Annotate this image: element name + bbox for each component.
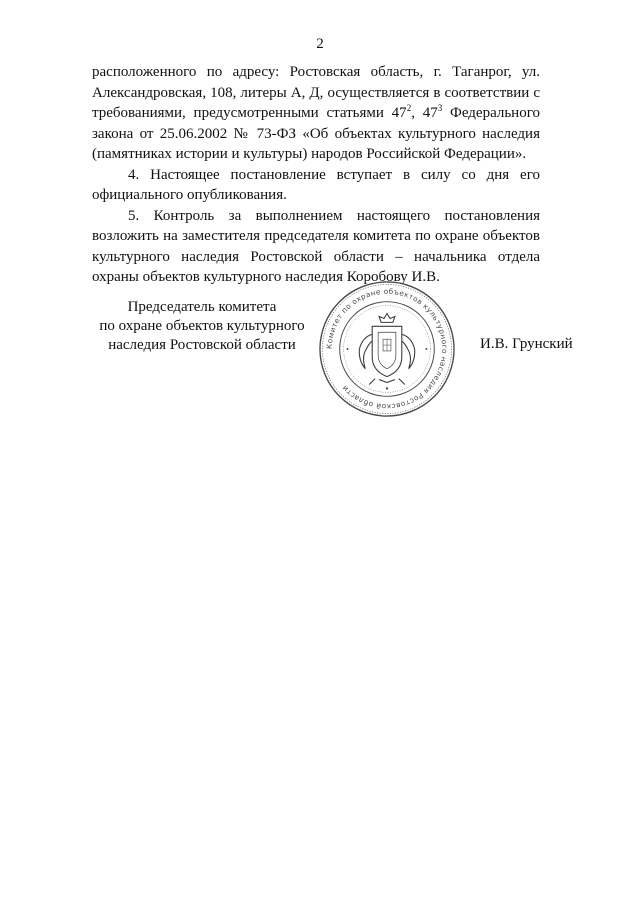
- document-body: [92, 62, 540, 288]
- seal-circular-text: Комитет по охране объектов культурного наследия Ростовской области: [324, 286, 450, 412]
- signer-title-line-1: Председатель комитета: [127, 299, 277, 315]
- article-superscript-1: 2: [406, 103, 412, 113]
- signer-title-line-3: наследия Ростовской области: [108, 337, 296, 353]
- article-superscript-2: 3: [437, 103, 443, 113]
- page-number: 2: [316, 36, 324, 52]
- paragraph-location: [92, 62, 540, 165]
- signer-name: И.В. Грунский: [480, 336, 573, 352]
- official-seal-icon: [318, 280, 456, 418]
- paragraph-4: 4. Настоящее постановление вступает в силу со дня его официального опубликования.: [92, 166, 540, 203]
- signer-title-line-2: по охране объектов культурного: [99, 318, 305, 334]
- paragraph-location-end: Федерального закона от 25.06.2002 № 73-ФЗ «Об объектах культурного наследия (памятниках истории и культуры) народов Российской Федерации».: [92, 105, 540, 162]
- paragraph-5: 5. Контроль за выполнением настоящего постановления возложить на заместителя председателя комитета по охране объектов культурного наследия Ростовской области – начальника отдела охраны объектов культурного наследия Коробову И.В.: [92, 207, 540, 285]
- signer-title: [88, 298, 316, 355]
- coat-of-arms-icon: [359, 314, 414, 385]
- paragraph-location-text: расположенного по адресу: Ростовская область, г. Таганрог, ул. Александровская, 108, литеры А, Д, осуществляется в соответствии с требованиями, предусмотренными статьями 47: [92, 64, 540, 121]
- paragraph-location-mid: , 47: [411, 105, 438, 121]
